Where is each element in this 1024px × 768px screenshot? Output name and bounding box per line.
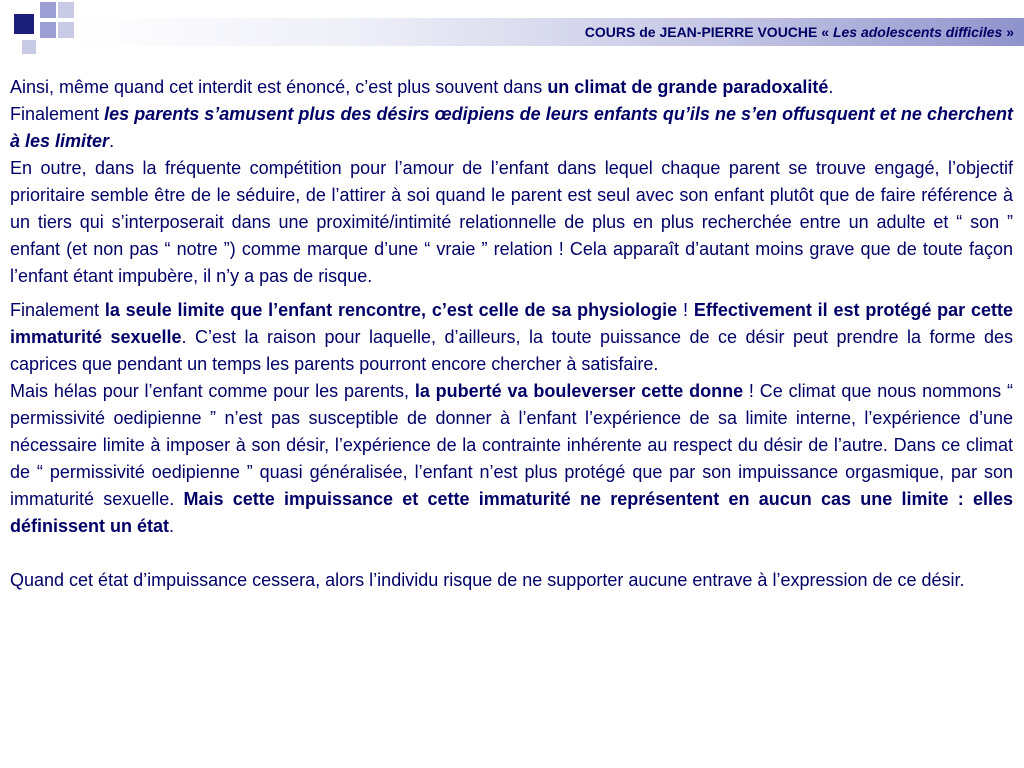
- paragraph-text: Ainsi, même quand cet interdit est énoncé, c’est plus souvent dans: [10, 77, 548, 97]
- header-title-prefix: COURS de JEAN-PIERRE VOUCHE «: [584, 24, 833, 40]
- paragraph-text: Finalement: [10, 300, 105, 320]
- paragraph-4: [10, 297, 1013, 378]
- paragraph-bold: Effectivement il est protégé par cette immaturité sexuelle: [10, 300, 1013, 347]
- decor-square-light: [40, 2, 56, 18]
- paragraph-bold-italic: les parents s’amusent plus des désirs œdipiens de leurs enfants qu’ils ne s’en offusquent et ne cherchent à les limiter: [10, 104, 1013, 151]
- paragraph-text: !: [677, 300, 694, 320]
- paragraph-2: [10, 101, 1013, 155]
- paragraph-bold: la puberté va bouleverser cette donne: [414, 381, 744, 401]
- paragraph-5: [10, 378, 1013, 540]
- header-title: [585, 24, 1014, 40]
- paragraph-text: .: [828, 77, 834, 97]
- paragraph-text: ! Ce climat que nous nommons “ permissivité oedipienne ” n’est pas susceptible de donner à l’enfant l’expérience de sa limite interne, l’expérience d’une nécessaire limite à imposer à son désir, l’expérience de la contrainte inhérente au respect du désir de l’autre. Dans ce climat de “ permissivité oedipienne ” quasi généralisée, l’enfant n’est plus protégé que par son impuissance orgasmique, par son immaturité sexuelle.: [10, 381, 1013, 509]
- paragraph-bold: la seule limite que l’enfant rencontre, c’est celle de sa physiologie: [104, 300, 678, 320]
- paragraph-1: [10, 74, 1013, 101]
- slide-body: [10, 74, 1013, 594]
- paragraph-text: .: [109, 131, 115, 151]
- decor-square-dark: [14, 14, 34, 34]
- paragraph-3: En outre, dans la fréquente compétition pour l’amour de l’enfant dans lequel chaque parent se trouve engagé, l’objectif prioritaire semble être de le séduire, de l’attirer à soi quand le parent est seul avec son enfant plutôt que de faire référence à un tiers qui s’interposerait dans une proximité/intimité relationnelle de plus en plus recherchée entre un adulte et “ son ” enfant (et non pas “ notre ”) comme marque d’une “ vraie ” relation ! Cela apparaît d’autant moins grave que de toute façon l’enfant étant impubère, il n’y a pas de risque.: [10, 158, 1013, 286]
- paragraph-text: . C’est la raison pour laquelle, d’ailleurs, la toute puissance de ce désir peut prendre la forme des caprices que pendant un temps les parents pourront encore chercher à satisfaire.: [10, 327, 1013, 374]
- decor-square-light: [40, 22, 56, 38]
- paragraph-text: Mais hélas pour l’enfant comme pour les parents,: [10, 381, 415, 401]
- paragraph-bold: un climat de grande paradoxalité: [547, 77, 829, 97]
- paragraph-text: Finalement: [10, 104, 105, 124]
- decor-square-pale: [58, 2, 74, 18]
- header-title-italic: Les adolescents difficiles: [832, 24, 1003, 40]
- paragraph-bold: Mais cette impuissance et cette immaturité ne représentent en aucun cas une limite : elles définissent un état: [10, 489, 1013, 536]
- decor-square-pale: [22, 40, 36, 54]
- paragraph-6: Quand cet état d’impuissance cessera, alors l’individu risque de ne supporter aucune entrave à l’expression de ce désir.: [10, 570, 965, 590]
- paragraph-text: .: [169, 516, 175, 536]
- header-title-suffix: »: [1002, 24, 1014, 40]
- decor-square-pale: [58, 22, 74, 38]
